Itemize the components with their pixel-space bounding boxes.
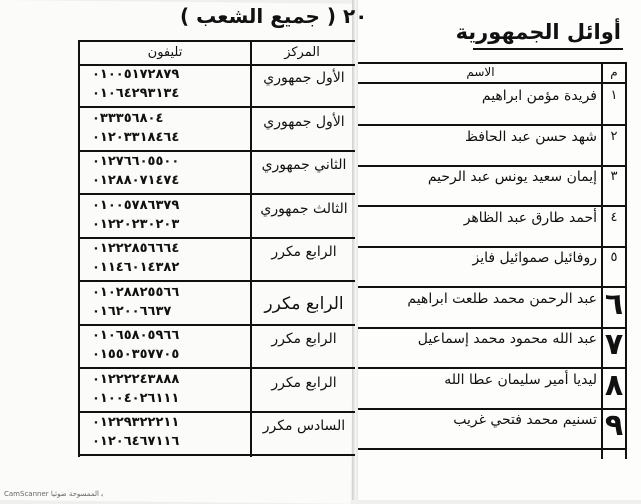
table-row	[80, 151, 355, 195]
phone-secondary: ٠١٢٠٦٤٦٧١١٦	[92, 434, 180, 449]
table-row	[80, 282, 355, 326]
phone-primary: ٠١٢٢٢٢٤٣٨٨٨	[92, 371, 180, 387]
student-name: شهد حسن عبد الحافظ	[464, 128, 597, 145]
phone-secondary: ٠١٦٢٠٠٦٦٣٧	[92, 303, 172, 319]
table-row	[358, 408, 625, 450]
phone-primary: ٠١٢٢٢٨٥٦٦٦٤	[92, 241, 180, 256]
row-number: ٩	[604, 408, 624, 443]
phone-primary: ٠١٠٦٥٨٠٥٩٦٦	[92, 328, 180, 343]
center-rank: الرابع مكرر	[271, 331, 337, 347]
table-row	[80, 195, 355, 239]
phone-secondary: ٠١١٤٦٠١٤٣٨٢	[92, 260, 180, 275]
center-rank: الثاني جمهوري	[261, 157, 347, 173]
row-number: ٣	[610, 169, 618, 184]
table-row	[80, 108, 355, 152]
center-header: المركز	[284, 45, 320, 60]
phone-secondary: ٠١٢٢٠٢٣٠٢٠٣	[92, 216, 180, 232]
center-rank: السادس مكرر	[262, 418, 346, 434]
phone-primary: ٠١٠٠٥١٧٢٨٧٩	[92, 67, 180, 82]
row-number: ١	[610, 88, 618, 103]
phone-secondary: ٠١٠٦٤٢٩٣١٣٤	[92, 86, 180, 101]
table-row	[358, 327, 625, 369]
table-row	[358, 165, 625, 207]
student-name: عبد الله محمود محمد إسماعيل	[417, 331, 597, 347]
phone-primary: ٠١٢٢٩٣٢٢٢١١	[92, 415, 180, 430]
phone-secondary: ٠١٠٠٤٠٢٦١١١	[92, 390, 180, 406]
student-name: فريدة مؤمن ابراهيم	[481, 88, 597, 104]
table-row	[358, 368, 625, 410]
title-underline	[473, 48, 623, 50]
student-name: أحمد طارق عبد الظاهر	[463, 209, 597, 226]
row-number: ٨	[604, 367, 624, 403]
number-header: م	[610, 65, 618, 79]
table-row	[80, 325, 355, 369]
row-number: ٥	[610, 250, 618, 265]
center-rank: الأول جمهوري	[263, 70, 345, 86]
row-number: ٦	[604, 286, 624, 322]
phone-primary: ٠١٠٢٨٨٢٥٥٦٦	[92, 284, 180, 300]
center-rank: الأول جمهوري	[263, 113, 345, 130]
student-name: روفائيل صموائيل فايز	[472, 250, 597, 266]
table-row	[358, 206, 625, 248]
table-row	[80, 412, 355, 456]
table-header	[358, 64, 625, 84]
row-number: ٢	[610, 128, 618, 144]
center-rank: الرابع مكرر	[271, 244, 337, 260]
student-name: إيمان سعيد يونس عبد الرحيم	[427, 169, 597, 185]
phone-primary: ٠٣٣٣٥٦٨٠٤	[92, 110, 164, 126]
scanner-watermark: CamScanner ﺑ ﺍﻟﻤﻤﺴﻮﺣﺔ ﺿﻮﺋﻴﺎ	[4, 490, 104, 498]
row-number: ٤	[610, 209, 618, 225]
table-row	[358, 84, 625, 126]
table-row	[80, 64, 355, 108]
phone-primary: ٠١٠٠٥٧٨٦٣٧٩	[92, 197, 180, 213]
phone-secondary: ٠١٥٥٠٣٥٧٧٠٥	[92, 347, 180, 362]
table-row	[358, 125, 625, 167]
right-page-title: أوائل الجمهورية	[455, 20, 621, 44]
student-name: ليديا أمير سليمان عطا الله	[444, 371, 597, 388]
student-name: تسنيم محمد فتحي غريب	[453, 412, 597, 428]
center-rank: الرابع مكرر	[271, 374, 337, 391]
left-page-title: ٢٠ ( جميع الشعب )	[180, 4, 368, 28]
phone-header: تليفون	[147, 45, 183, 60]
center-rank: الثالث جمهوري	[260, 200, 348, 217]
center-rank: الرابع مكرر	[264, 293, 344, 314]
row-number: ٧	[604, 327, 624, 362]
phone-primary: ٠١٢٧٦٦٠٥٥٠٠	[92, 154, 180, 169]
phone-secondary: ٠١٢٨٨٠٧١٤٧٤	[92, 173, 180, 188]
table-row	[358, 246, 625, 288]
table-row	[80, 238, 355, 282]
table-row	[80, 369, 355, 413]
phone-center-table	[78, 40, 355, 457]
phone-secondary: ٠١٢٠٣٣١٨٤٦٤	[92, 129, 180, 145]
names-table	[358, 62, 627, 459]
name-header: الاسم	[466, 65, 495, 79]
table-row	[358, 287, 625, 329]
student-name: عبد الرحمن محمد طلعت ابراهيم	[407, 290, 597, 307]
table-header	[80, 42, 355, 66]
